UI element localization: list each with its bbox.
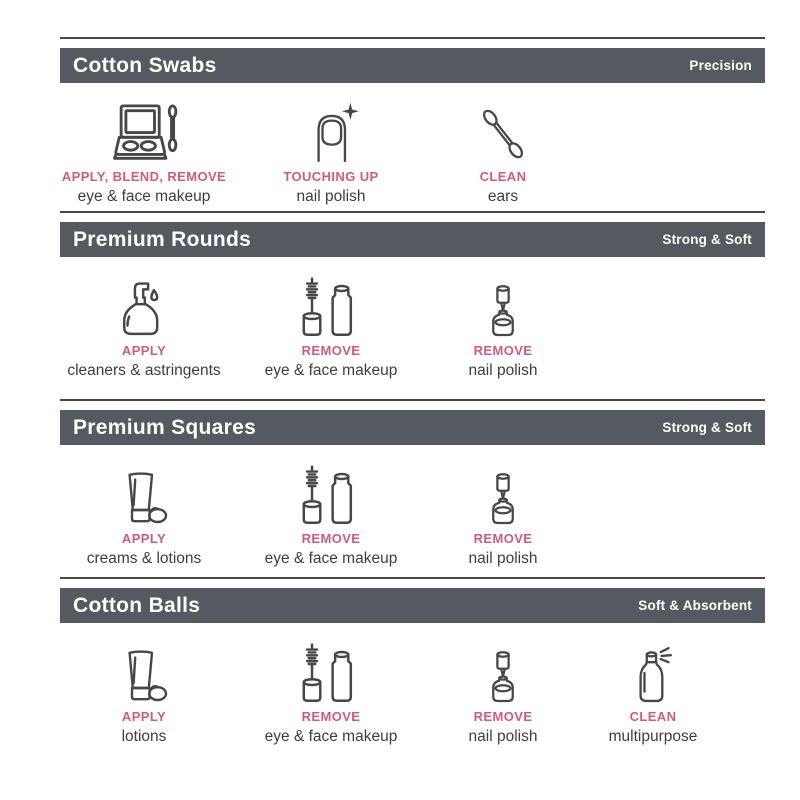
section-divider <box>60 577 765 579</box>
product-usage-infographic <box>60 37 765 763</box>
section-body <box>60 257 765 399</box>
section-header <box>60 410 765 445</box>
lotion-tube-icon <box>37 634 251 704</box>
usage-item <box>37 268 251 380</box>
usage-target-label: eye & face makeup <box>264 727 398 745</box>
usage-target-label: nail polish <box>468 727 538 745</box>
usage-target-label: eye & face makeup <box>264 549 398 567</box>
usage-item <box>37 456 251 568</box>
usage-action-label: APPLY, BLEND, REMOVE <box>61 169 227 184</box>
usage-action-label: CLEAN <box>629 709 677 724</box>
section-header <box>60 48 765 83</box>
usage-target-label: multipurpose <box>608 727 698 745</box>
section-body <box>60 623 765 763</box>
usage-target-label: nail polish <box>468 549 538 567</box>
sections-container <box>60 37 765 763</box>
usage-item <box>37 94 251 206</box>
usage-target-label: nail polish <box>468 361 538 379</box>
usage-caption <box>546 710 760 746</box>
section-body <box>60 445 765 577</box>
section-body <box>60 83 765 211</box>
usage-target-label: creams & lotions <box>86 549 202 567</box>
section-divider <box>60 399 765 401</box>
usage-target-label: eye & face makeup <box>77 187 211 205</box>
section-premium-rounds <box>60 211 765 399</box>
usage-action-label: REMOVE <box>473 709 533 724</box>
usage-target-label: cleaners & astringents <box>67 361 221 379</box>
usage-caption <box>396 170 610 206</box>
section-header <box>60 588 765 623</box>
nail-polish-icon <box>396 456 610 526</box>
section-cotton-balls <box>60 577 765 763</box>
usage-action-label: REMOVE <box>473 531 533 546</box>
usage-action-label: APPLY <box>121 343 167 358</box>
section-title: Premium Squares <box>73 415 257 439</box>
section-divider <box>60 37 765 39</box>
section-tagline: Precision <box>689 58 752 73</box>
usage-action-label: REMOVE <box>301 709 361 724</box>
usage-item <box>546 634 760 746</box>
usage-caption <box>396 532 610 568</box>
usage-item <box>396 456 610 568</box>
usage-target-label: lotions <box>121 727 167 745</box>
pump-bottle-drop-icon <box>37 268 251 338</box>
section-header <box>60 222 765 257</box>
section-title: Cotton Balls <box>73 593 201 617</box>
usage-caption <box>37 344 251 380</box>
usage-item <box>396 94 610 206</box>
usage-action-label: CLEAN <box>479 169 527 184</box>
section-tagline: Strong & Soft <box>662 420 752 435</box>
usage-target-label: nail polish <box>296 187 366 205</box>
nail-polish-icon <box>396 268 610 338</box>
usage-item <box>396 268 610 380</box>
usage-action-label: TOUCHING UP <box>283 169 379 184</box>
section-tagline: Soft & Absorbent <box>638 598 752 613</box>
spray-bottle-icon <box>546 634 760 704</box>
usage-target-label: ears <box>487 187 519 205</box>
usage-action-label: REMOVE <box>301 531 361 546</box>
makeup-palette-swab-icon <box>37 94 251 164</box>
usage-caption <box>37 532 251 568</box>
usage-item <box>37 634 251 746</box>
usage-target-label: eye & face makeup <box>264 361 398 379</box>
usage-caption <box>37 170 251 206</box>
section-title: Cotton Swabs <box>73 53 217 77</box>
section-cotton-swabs <box>60 37 765 211</box>
usage-action-label: APPLY <box>121 709 167 724</box>
usage-action-label: APPLY <box>121 531 167 546</box>
usage-caption <box>396 344 610 380</box>
section-title: Premium Rounds <box>73 227 252 251</box>
usage-action-label: REMOVE <box>301 343 361 358</box>
lotion-tube-icon <box>37 456 251 526</box>
section-tagline: Strong & Soft <box>662 232 752 247</box>
usage-action-label: REMOVE <box>473 343 533 358</box>
cotton-swab-icon <box>396 94 610 164</box>
usage-caption <box>37 710 251 746</box>
section-premium-squares <box>60 399 765 577</box>
section-divider <box>60 211 765 213</box>
